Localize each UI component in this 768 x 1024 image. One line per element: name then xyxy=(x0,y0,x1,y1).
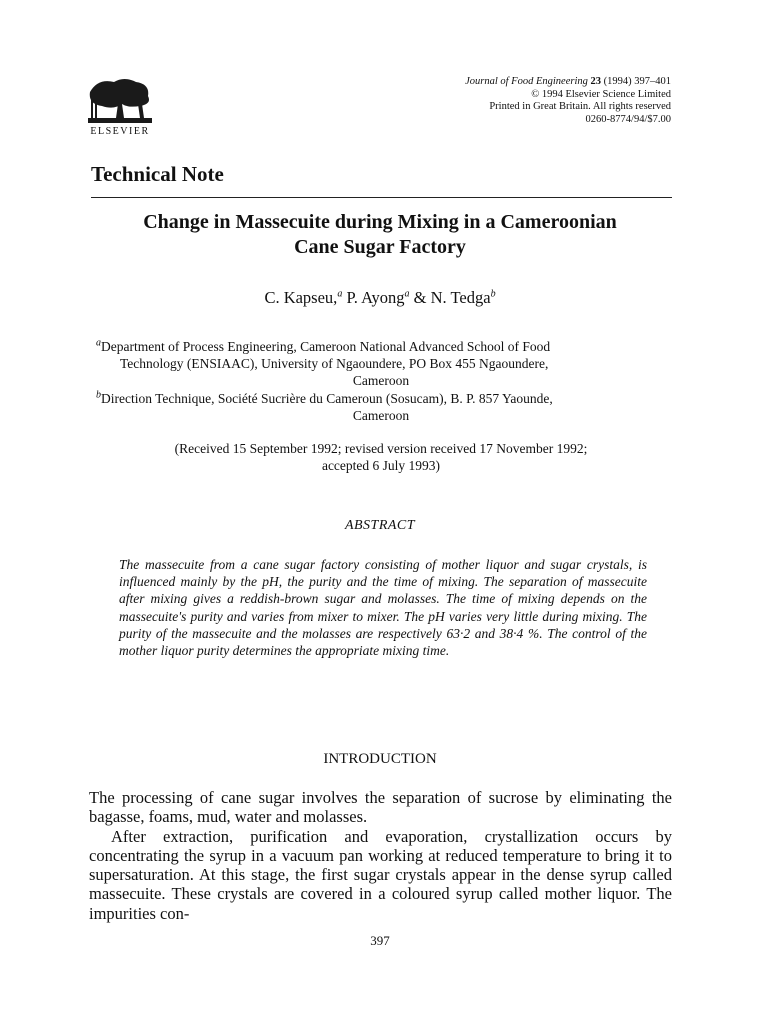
affil-mark: b xyxy=(96,389,101,401)
journal-printed: Printed in Great Britain. All rights reserved xyxy=(489,101,671,112)
elsevier-tree-emblem xyxy=(84,74,156,126)
author-name: & N. Tedga xyxy=(409,288,491,307)
abstract-text: The massecuite from a cane sugar factory consisting of mother liquor and sugar crystals, is influenced mainly by the pH, the purity and the time of mixing. The separation of massecuite after mixing gives a reddish-brown sugar and molasses. The time of mixing depends on the massecuite's purity and varies from mixer to mixer. The pH varies very little during mixing. The purity of the massecuite and the molasses are respectively 63·2 and 38·4 %. The control of the mother liquor purity determines the appropriate mixing time. xyxy=(119,557,647,659)
affil-mark: a xyxy=(96,337,101,349)
received-line-1: (Received 15 September 1992; revised version received 17 November 1992; xyxy=(174,441,588,456)
journal-issn: 0260-8774/94/$7.00 xyxy=(585,113,671,125)
author-affil-mark: b xyxy=(490,288,496,300)
section-label: Technical Note xyxy=(91,162,224,186)
introduction-body xyxy=(89,788,672,923)
received-line-2: accepted 6 July 1993) xyxy=(321,458,441,473)
elsevier-logo xyxy=(84,74,156,140)
journal-year-pages: (1994) 397–401 xyxy=(603,76,671,87)
affiliation-a xyxy=(96,338,666,389)
author-name: P. Ayong xyxy=(342,288,405,307)
page-number: 397 xyxy=(370,933,390,948)
publisher-name: ELSEVIER xyxy=(90,126,150,137)
affil-line: Technology (ENSIAAC), University of Ngaoundere, PO Box 455 Ngaoundere, xyxy=(120,356,549,371)
journal-title: Journal of Food Engineering xyxy=(465,76,588,87)
authors xyxy=(80,288,680,308)
author-affil-mark: a xyxy=(337,288,343,300)
journal-citation xyxy=(465,76,671,89)
introduction-heading: INTRODUCTION xyxy=(323,751,437,767)
affil-line: Department of Process Engineering, Cameroon National Advanced School of Food xyxy=(101,339,551,354)
intro-paragraph: After extraction, purification and evaporation, crystallization occurs by concentrating the syrup in a vacuum pan working at reduced temperature to bring it to supersaturation. At this stage, the first sugar crystals appear in the dense syrup called massecuite. These crystals are covered in a coloured syrup called mother liquor. The impurities con- xyxy=(89,826,672,923)
affil-line: Cameroon xyxy=(352,408,410,423)
received-dates xyxy=(96,440,666,474)
title-line-1: Change in Massecuite during Mixing in a Cameroonian xyxy=(143,211,617,233)
title-line-2: Cane Sugar Factory xyxy=(294,236,466,258)
journal-copyright: © 1994 Elsevier Science Limited xyxy=(531,88,671,100)
journal-volume: 23 xyxy=(590,76,601,87)
affil-line: Cameroon xyxy=(352,373,410,388)
affil-line: Direction Technique, Société Sucrière du Cameroun (Sosucam), B. P. 857 Yaounde, xyxy=(101,391,553,406)
author-name: C. Kapseu, xyxy=(264,288,338,307)
paper-title xyxy=(80,210,680,260)
intro-paragraph: The processing of cane sugar involves the separation of sucrose by eliminating the bagasse, foams, mud, water and molasses. xyxy=(89,788,672,827)
journal-info xyxy=(465,76,671,126)
abstract-heading: ABSTRACT xyxy=(344,518,416,533)
header-rule xyxy=(91,197,672,198)
affiliation-b xyxy=(96,390,666,424)
author-affil-mark: a xyxy=(404,288,410,300)
